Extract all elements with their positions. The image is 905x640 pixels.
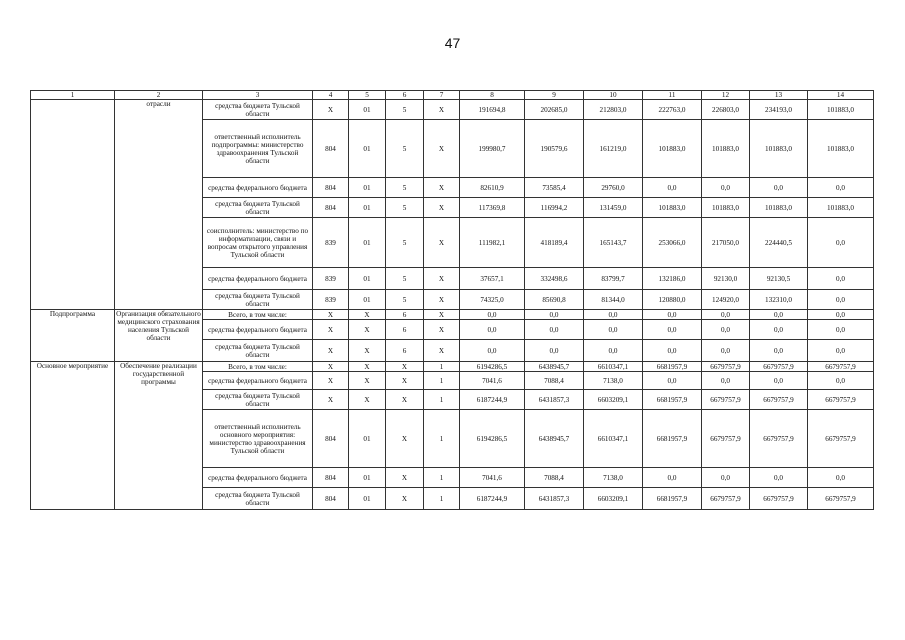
value-cell: 0,0 xyxy=(702,178,750,198)
value-cell: 0,0 xyxy=(808,268,874,290)
value-cell: 1 xyxy=(424,410,460,468)
value-cell: 01 xyxy=(349,268,386,290)
funding-source-cell: Всего, в том числе: xyxy=(203,362,313,372)
funding-source-cell: Всего, в том числе: xyxy=(203,310,313,320)
value-cell: 6603209,1 xyxy=(584,488,643,510)
value-cell: 6 xyxy=(386,340,424,362)
funding-source-cell: соисполнитель: министерство по информатизации, связи и вопросам открытого управления Тульской области xyxy=(203,218,313,268)
value-cell: 85690,8 xyxy=(525,290,584,310)
value-cell: X xyxy=(424,290,460,310)
value-cell: 117369,8 xyxy=(460,198,525,218)
section-type-cell xyxy=(31,100,115,310)
value-cell: X xyxy=(349,340,386,362)
value-cell: 7041,6 xyxy=(460,468,525,488)
value-cell: 111982,1 xyxy=(460,218,525,268)
value-cell: 116994,2 xyxy=(525,198,584,218)
value-cell: 131459,0 xyxy=(584,198,643,218)
value-cell: 0,0 xyxy=(584,310,643,320)
value-cell: 6679757,9 xyxy=(808,362,874,372)
value-cell: 0,0 xyxy=(460,310,525,320)
value-cell: 6681957,9 xyxy=(643,410,702,468)
value-cell: 0,0 xyxy=(460,340,525,362)
value-cell: 0,0 xyxy=(702,310,750,320)
funding-source-cell: средства бюджета Тульской области xyxy=(203,340,313,362)
value-cell: 0,0 xyxy=(750,340,808,362)
value-cell: 7138,0 xyxy=(584,372,643,390)
value-cell: 7088,4 xyxy=(525,468,584,488)
section-name-cell: Организация обязательного медицинского страхования населения Тульской области xyxy=(115,310,203,362)
value-cell: 6679757,9 xyxy=(808,410,874,468)
value-cell: 81344,0 xyxy=(584,290,643,310)
value-cell: 6679757,9 xyxy=(750,362,808,372)
value-cell: X xyxy=(424,100,460,120)
value-cell: 804 xyxy=(313,178,349,198)
value-cell: 0,0 xyxy=(750,178,808,198)
value-cell: 01 xyxy=(349,198,386,218)
value-cell: 101883,0 xyxy=(808,100,874,120)
value-cell: X xyxy=(349,390,386,410)
header-cell: 9 xyxy=(525,91,584,100)
value-cell: 191694,8 xyxy=(460,100,525,120)
value-cell: 132310,0 xyxy=(750,290,808,310)
header-cell: 2 xyxy=(115,91,203,100)
value-cell: X xyxy=(313,340,349,362)
value-cell: 01 xyxy=(349,290,386,310)
value-cell: 6187244,9 xyxy=(460,488,525,510)
funding-source-cell: средства федерального бюджета xyxy=(203,320,313,340)
value-cell: 01 xyxy=(349,488,386,510)
value-cell: 6679757,9 xyxy=(702,488,750,510)
value-cell: 6679757,9 xyxy=(702,390,750,410)
header-row xyxy=(31,91,874,100)
funding-source-cell: средства бюджета Тульской области xyxy=(203,198,313,218)
header-cell: 10 xyxy=(584,91,643,100)
value-cell: 0,0 xyxy=(643,320,702,340)
value-cell: X xyxy=(386,372,424,390)
funding-source-cell: ответственный исполнитель основного мероприятия: министерство здравоохранения Тульской области xyxy=(203,410,313,468)
value-cell: 165143,7 xyxy=(584,218,643,268)
value-cell: X xyxy=(424,340,460,362)
value-cell: 6679757,9 xyxy=(702,362,750,372)
value-cell: 6 xyxy=(386,320,424,340)
value-cell: 6603209,1 xyxy=(584,390,643,410)
funding-source-cell: средства федерального бюджета xyxy=(203,468,313,488)
value-cell: 6431857,3 xyxy=(525,488,584,510)
value-cell: 224440,5 xyxy=(750,218,808,268)
value-cell: 0,0 xyxy=(525,310,584,320)
value-cell: 0,0 xyxy=(643,372,702,390)
table-row xyxy=(31,362,874,372)
value-cell: 0,0 xyxy=(750,320,808,340)
value-cell: 01 xyxy=(349,468,386,488)
value-cell: 92130,0 xyxy=(702,268,750,290)
value-cell: 0,0 xyxy=(643,340,702,362)
value-cell: 6679757,9 xyxy=(808,390,874,410)
value-cell: 5 xyxy=(386,290,424,310)
value-cell: X xyxy=(313,320,349,340)
value-cell: 804 xyxy=(313,410,349,468)
value-cell: 199980,7 xyxy=(460,120,525,178)
header-cell: 12 xyxy=(702,91,750,100)
header-cell: 7 xyxy=(424,91,460,100)
value-cell: 1 xyxy=(424,362,460,372)
value-cell: 73585,4 xyxy=(525,178,584,198)
value-cell: 0,0 xyxy=(808,310,874,320)
value-cell: 101883,0 xyxy=(750,120,808,178)
value-cell: 0,0 xyxy=(808,218,874,268)
value-cell: 253066,0 xyxy=(643,218,702,268)
value-cell: X xyxy=(313,372,349,390)
value-cell: 0,0 xyxy=(702,468,750,488)
value-cell: X xyxy=(313,390,349,410)
value-cell: 0,0 xyxy=(702,372,750,390)
funding-source-cell: средства бюджета Тульской области xyxy=(203,488,313,510)
section-name-cell: отрасли xyxy=(115,100,203,310)
value-cell: 01 xyxy=(349,100,386,120)
value-cell: 0,0 xyxy=(808,178,874,198)
value-cell: 6679757,9 xyxy=(702,410,750,468)
value-cell: 5 xyxy=(386,198,424,218)
value-cell: 1 xyxy=(424,372,460,390)
value-cell: X xyxy=(424,120,460,178)
funding-source-cell: средства федерального бюджета xyxy=(203,268,313,290)
value-cell: 222763,0 xyxy=(643,100,702,120)
value-cell: 01 xyxy=(349,410,386,468)
value-cell: 74325,0 xyxy=(460,290,525,310)
value-cell: X xyxy=(349,372,386,390)
value-cell: 92130,5 xyxy=(750,268,808,290)
value-cell: 804 xyxy=(313,120,349,178)
value-cell: 0,0 xyxy=(808,290,874,310)
value-cell: 6438945,7 xyxy=(525,410,584,468)
value-cell: 161219,0 xyxy=(584,120,643,178)
value-cell: 7088,4 xyxy=(525,372,584,390)
value-cell: 101883,0 xyxy=(750,198,808,218)
value-cell: 6194286,5 xyxy=(460,362,525,372)
value-cell: 217050,0 xyxy=(702,218,750,268)
header-cell: 3 xyxy=(203,91,313,100)
value-cell: 5 xyxy=(386,218,424,268)
value-cell: 839 xyxy=(313,290,349,310)
value-cell: 804 xyxy=(313,468,349,488)
value-cell: X xyxy=(386,390,424,410)
value-cell: 82610,9 xyxy=(460,178,525,198)
funding-source-cell: средства бюджета Тульской области xyxy=(203,290,313,310)
value-cell: 0,0 xyxy=(460,320,525,340)
value-cell: 01 xyxy=(349,178,386,198)
value-cell: 0,0 xyxy=(702,340,750,362)
value-cell: 1 xyxy=(424,468,460,488)
value-cell: X xyxy=(424,178,460,198)
value-cell: 6610347,1 xyxy=(584,410,643,468)
value-cell: X xyxy=(424,310,460,320)
value-cell: 0,0 xyxy=(525,320,584,340)
page-number: 47 xyxy=(444,35,461,51)
value-cell: 5 xyxy=(386,268,424,290)
table-row xyxy=(31,310,874,320)
value-cell: 190579,6 xyxy=(525,120,584,178)
value-cell: 37657,1 xyxy=(460,268,525,290)
value-cell: 132186,0 xyxy=(643,268,702,290)
funding-source-cell: средства федерального бюджета xyxy=(203,372,313,390)
value-cell: X xyxy=(424,218,460,268)
value-cell: 0,0 xyxy=(808,340,874,362)
value-cell: 101883,0 xyxy=(808,198,874,218)
value-cell: 6431857,3 xyxy=(525,390,584,410)
funding-source-cell: ответственный исполнитель подпрограммы: министерство здравоохранения Тульской области xyxy=(203,120,313,178)
value-cell: 332498,6 xyxy=(525,268,584,290)
value-cell: 202685,0 xyxy=(525,100,584,120)
value-cell: X xyxy=(386,410,424,468)
value-cell: X xyxy=(313,310,349,320)
value-cell: 5 xyxy=(386,120,424,178)
value-cell: 6679757,9 xyxy=(750,410,808,468)
value-cell: 101883,0 xyxy=(702,198,750,218)
value-cell: 6681957,9 xyxy=(643,488,702,510)
value-cell: 0,0 xyxy=(584,340,643,362)
value-cell: 101883,0 xyxy=(808,120,874,178)
value-cell: 6438945,7 xyxy=(525,362,584,372)
value-cell: 0,0 xyxy=(750,310,808,320)
value-cell: 0,0 xyxy=(525,340,584,362)
value-cell: 839 xyxy=(313,268,349,290)
value-cell: 01 xyxy=(349,218,386,268)
value-cell: 0,0 xyxy=(808,468,874,488)
value-cell: 0,0 xyxy=(584,320,643,340)
value-cell: 6681957,9 xyxy=(643,390,702,410)
section-type-cell: Основное мероприятие xyxy=(31,362,115,510)
value-cell: 6681957,9 xyxy=(643,362,702,372)
value-cell: 5 xyxy=(386,178,424,198)
value-cell: 101883,0 xyxy=(702,120,750,178)
header-cell: 13 xyxy=(750,91,808,100)
value-cell: 0,0 xyxy=(643,178,702,198)
header-cell: 6 xyxy=(386,91,424,100)
value-cell: 6187244,9 xyxy=(460,390,525,410)
value-cell: 7041,6 xyxy=(460,372,525,390)
value-cell: 0,0 xyxy=(808,320,874,340)
value-cell: X xyxy=(424,268,460,290)
funding-source-cell: средства бюджета Тульской области xyxy=(203,100,313,120)
value-cell: 101883,0 xyxy=(643,198,702,218)
value-cell: X xyxy=(424,320,460,340)
table-row xyxy=(31,100,874,120)
value-cell: 101883,0 xyxy=(643,120,702,178)
value-cell: 5 xyxy=(386,100,424,120)
value-cell: 83799,7 xyxy=(584,268,643,290)
value-cell: 0,0 xyxy=(750,372,808,390)
value-cell: 6679757,9 xyxy=(750,488,808,510)
value-cell: 1 xyxy=(424,390,460,410)
value-cell: 6 xyxy=(386,310,424,320)
value-cell: 120880,0 xyxy=(643,290,702,310)
value-cell: X xyxy=(424,198,460,218)
value-cell: 6679757,9 xyxy=(808,488,874,510)
funding-source-cell: средства бюджета Тульской области xyxy=(203,390,313,410)
header-cell: 11 xyxy=(643,91,702,100)
value-cell: X xyxy=(386,468,424,488)
header-cell: 1 xyxy=(31,91,115,100)
value-cell: 0,0 xyxy=(643,310,702,320)
value-cell: 839 xyxy=(313,218,349,268)
value-cell: 0,0 xyxy=(808,372,874,390)
value-cell: X xyxy=(349,320,386,340)
value-cell: X xyxy=(349,310,386,320)
value-cell: 212803,0 xyxy=(584,100,643,120)
value-cell: 418189,4 xyxy=(525,218,584,268)
value-cell: 6610347,1 xyxy=(584,362,643,372)
header-cell: 5 xyxy=(349,91,386,100)
header-cell: 8 xyxy=(460,91,525,100)
header-cell: 4 xyxy=(313,91,349,100)
value-cell: 124920,0 xyxy=(702,290,750,310)
value-cell: 0,0 xyxy=(702,320,750,340)
value-cell: X xyxy=(313,362,349,372)
value-cell: 0,0 xyxy=(750,468,808,488)
value-cell: 6194286,5 xyxy=(460,410,525,468)
section-name-cell: Обеспечение реализации государственной программы xyxy=(115,362,203,510)
value-cell: 6679757,9 xyxy=(750,390,808,410)
value-cell: X xyxy=(386,362,424,372)
value-cell: 7138,0 xyxy=(584,468,643,488)
section-type-cell: Подпрограмма xyxy=(31,310,115,362)
value-cell: X xyxy=(313,100,349,120)
budget-table xyxy=(30,90,874,510)
value-cell: 01 xyxy=(349,120,386,178)
value-cell: X xyxy=(349,362,386,372)
value-cell: X xyxy=(386,488,424,510)
header-cell: 14 xyxy=(808,91,874,100)
value-cell: 234193,0 xyxy=(750,100,808,120)
funding-source-cell: средства федерального бюджета xyxy=(203,178,313,198)
value-cell: 804 xyxy=(313,198,349,218)
value-cell: 804 xyxy=(313,488,349,510)
value-cell: 1 xyxy=(424,488,460,510)
value-cell: 29760,0 xyxy=(584,178,643,198)
value-cell: 0,0 xyxy=(643,468,702,488)
value-cell: 226803,0 xyxy=(702,100,750,120)
